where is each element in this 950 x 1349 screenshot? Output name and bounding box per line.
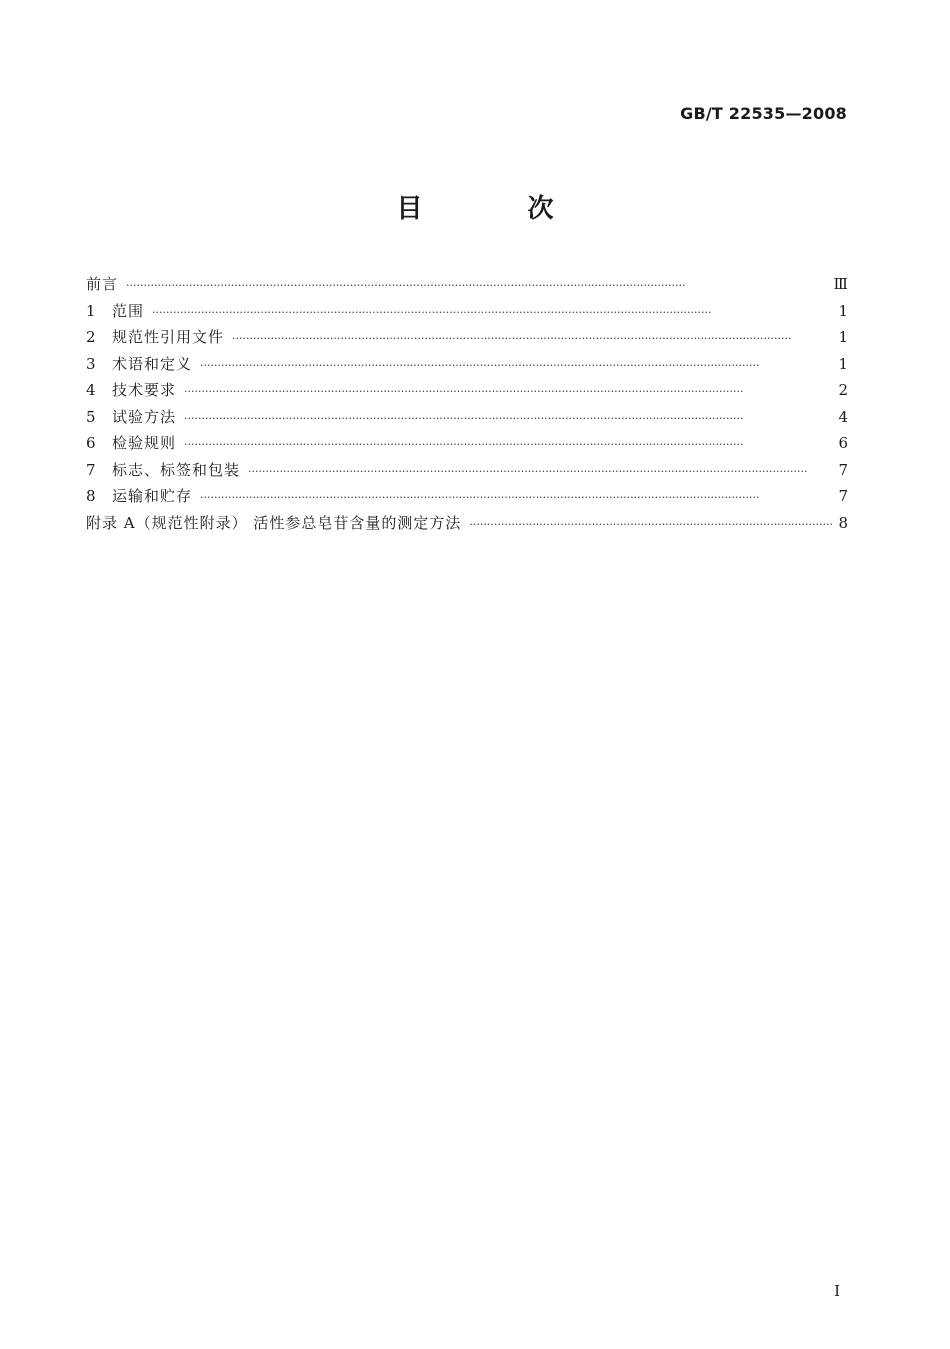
toc-entry-normative-references[interactable] — [86, 324, 848, 351]
toc-entry-test-methods[interactable] — [86, 404, 848, 431]
toc-leader-dots — [152, 298, 832, 327]
toc-leader-dots — [184, 430, 832, 459]
toc-entry-page: 1 — [838, 354, 848, 373]
toc-entry-label: 运输和贮存 — [112, 487, 193, 505]
toc-leader-dots — [248, 457, 832, 486]
toc-entry-number: 2 — [86, 328, 96, 346]
toc-entry-number: 7 — [86, 460, 96, 479]
toc-entry-label: 前言 — [86, 275, 119, 293]
toc-entry-inspection-rules[interactable] — [86, 430, 848, 457]
toc-entry-label: 术语和定义 — [112, 354, 193, 373]
toc-entry-page: 8 — [838, 513, 848, 532]
toc-entry-scope[interactable] — [86, 298, 848, 325]
toc-leader-dots — [184, 377, 832, 406]
toc-entry-page: 4 — [838, 407, 848, 426]
toc-leader-dots — [126, 271, 828, 300]
toc-entry-label: 试验方法 — [112, 407, 177, 426]
toc-entry-label: 标志、标签和包装 — [112, 460, 241, 479]
toc-entry-foreword[interactable] — [86, 271, 848, 298]
toc-entry-transport-storage[interactable] — [86, 483, 848, 510]
toc-leader-dots — [232, 324, 832, 353]
toc-entry-page: 7 — [838, 460, 848, 479]
toc-entry-label: 规范性引用文件 — [112, 328, 225, 346]
toc-entry-page: 2 — [838, 381, 848, 399]
toc-leader-dots — [469, 510, 832, 539]
toc-leader-dots — [184, 404, 832, 433]
toc-entry-number: 3 — [86, 354, 96, 373]
toc-entry-number: 8 — [86, 487, 96, 505]
toc-entry-terms-definitions[interactable] — [86, 351, 848, 378]
standard-code: GB/T 22535—2008 — [680, 104, 847, 123]
toc-entry-technical-requirements[interactable] — [86, 377, 848, 404]
toc-entry-page: 1 — [838, 328, 848, 346]
toc-entry-annex-a[interactable] — [86, 510, 848, 537]
toc-entry-number: 1 — [86, 301, 96, 320]
page-number: I — [834, 1282, 840, 1300]
toc-entry-page: Ⅲ — [833, 275, 848, 293]
toc-entry-page: 7 — [838, 487, 848, 505]
toc-entry-label: 技术要求 — [112, 381, 177, 399]
toc-leader-dots — [200, 483, 832, 512]
toc-entry-number: 6 — [86, 434, 96, 452]
toc-leader-dots — [200, 351, 832, 380]
toc-entry-number: 4 — [86, 381, 96, 399]
toc-entry-page: 6 — [838, 434, 848, 452]
toc-entry-page: 1 — [838, 301, 848, 320]
toc-entry-label: 附录 A（规范性附录） 活性参总皂苷含量的测定方法 — [86, 513, 462, 532]
toc-entry-label: 检验规则 — [112, 434, 177, 452]
toc-entry-marking-labeling-packaging[interactable] — [86, 457, 848, 484]
table-of-contents — [86, 271, 848, 536]
page-title: 目 次 — [396, 194, 602, 224]
toc-entry-number: 5 — [86, 407, 96, 426]
toc-entry-label: 范围 — [112, 301, 145, 320]
